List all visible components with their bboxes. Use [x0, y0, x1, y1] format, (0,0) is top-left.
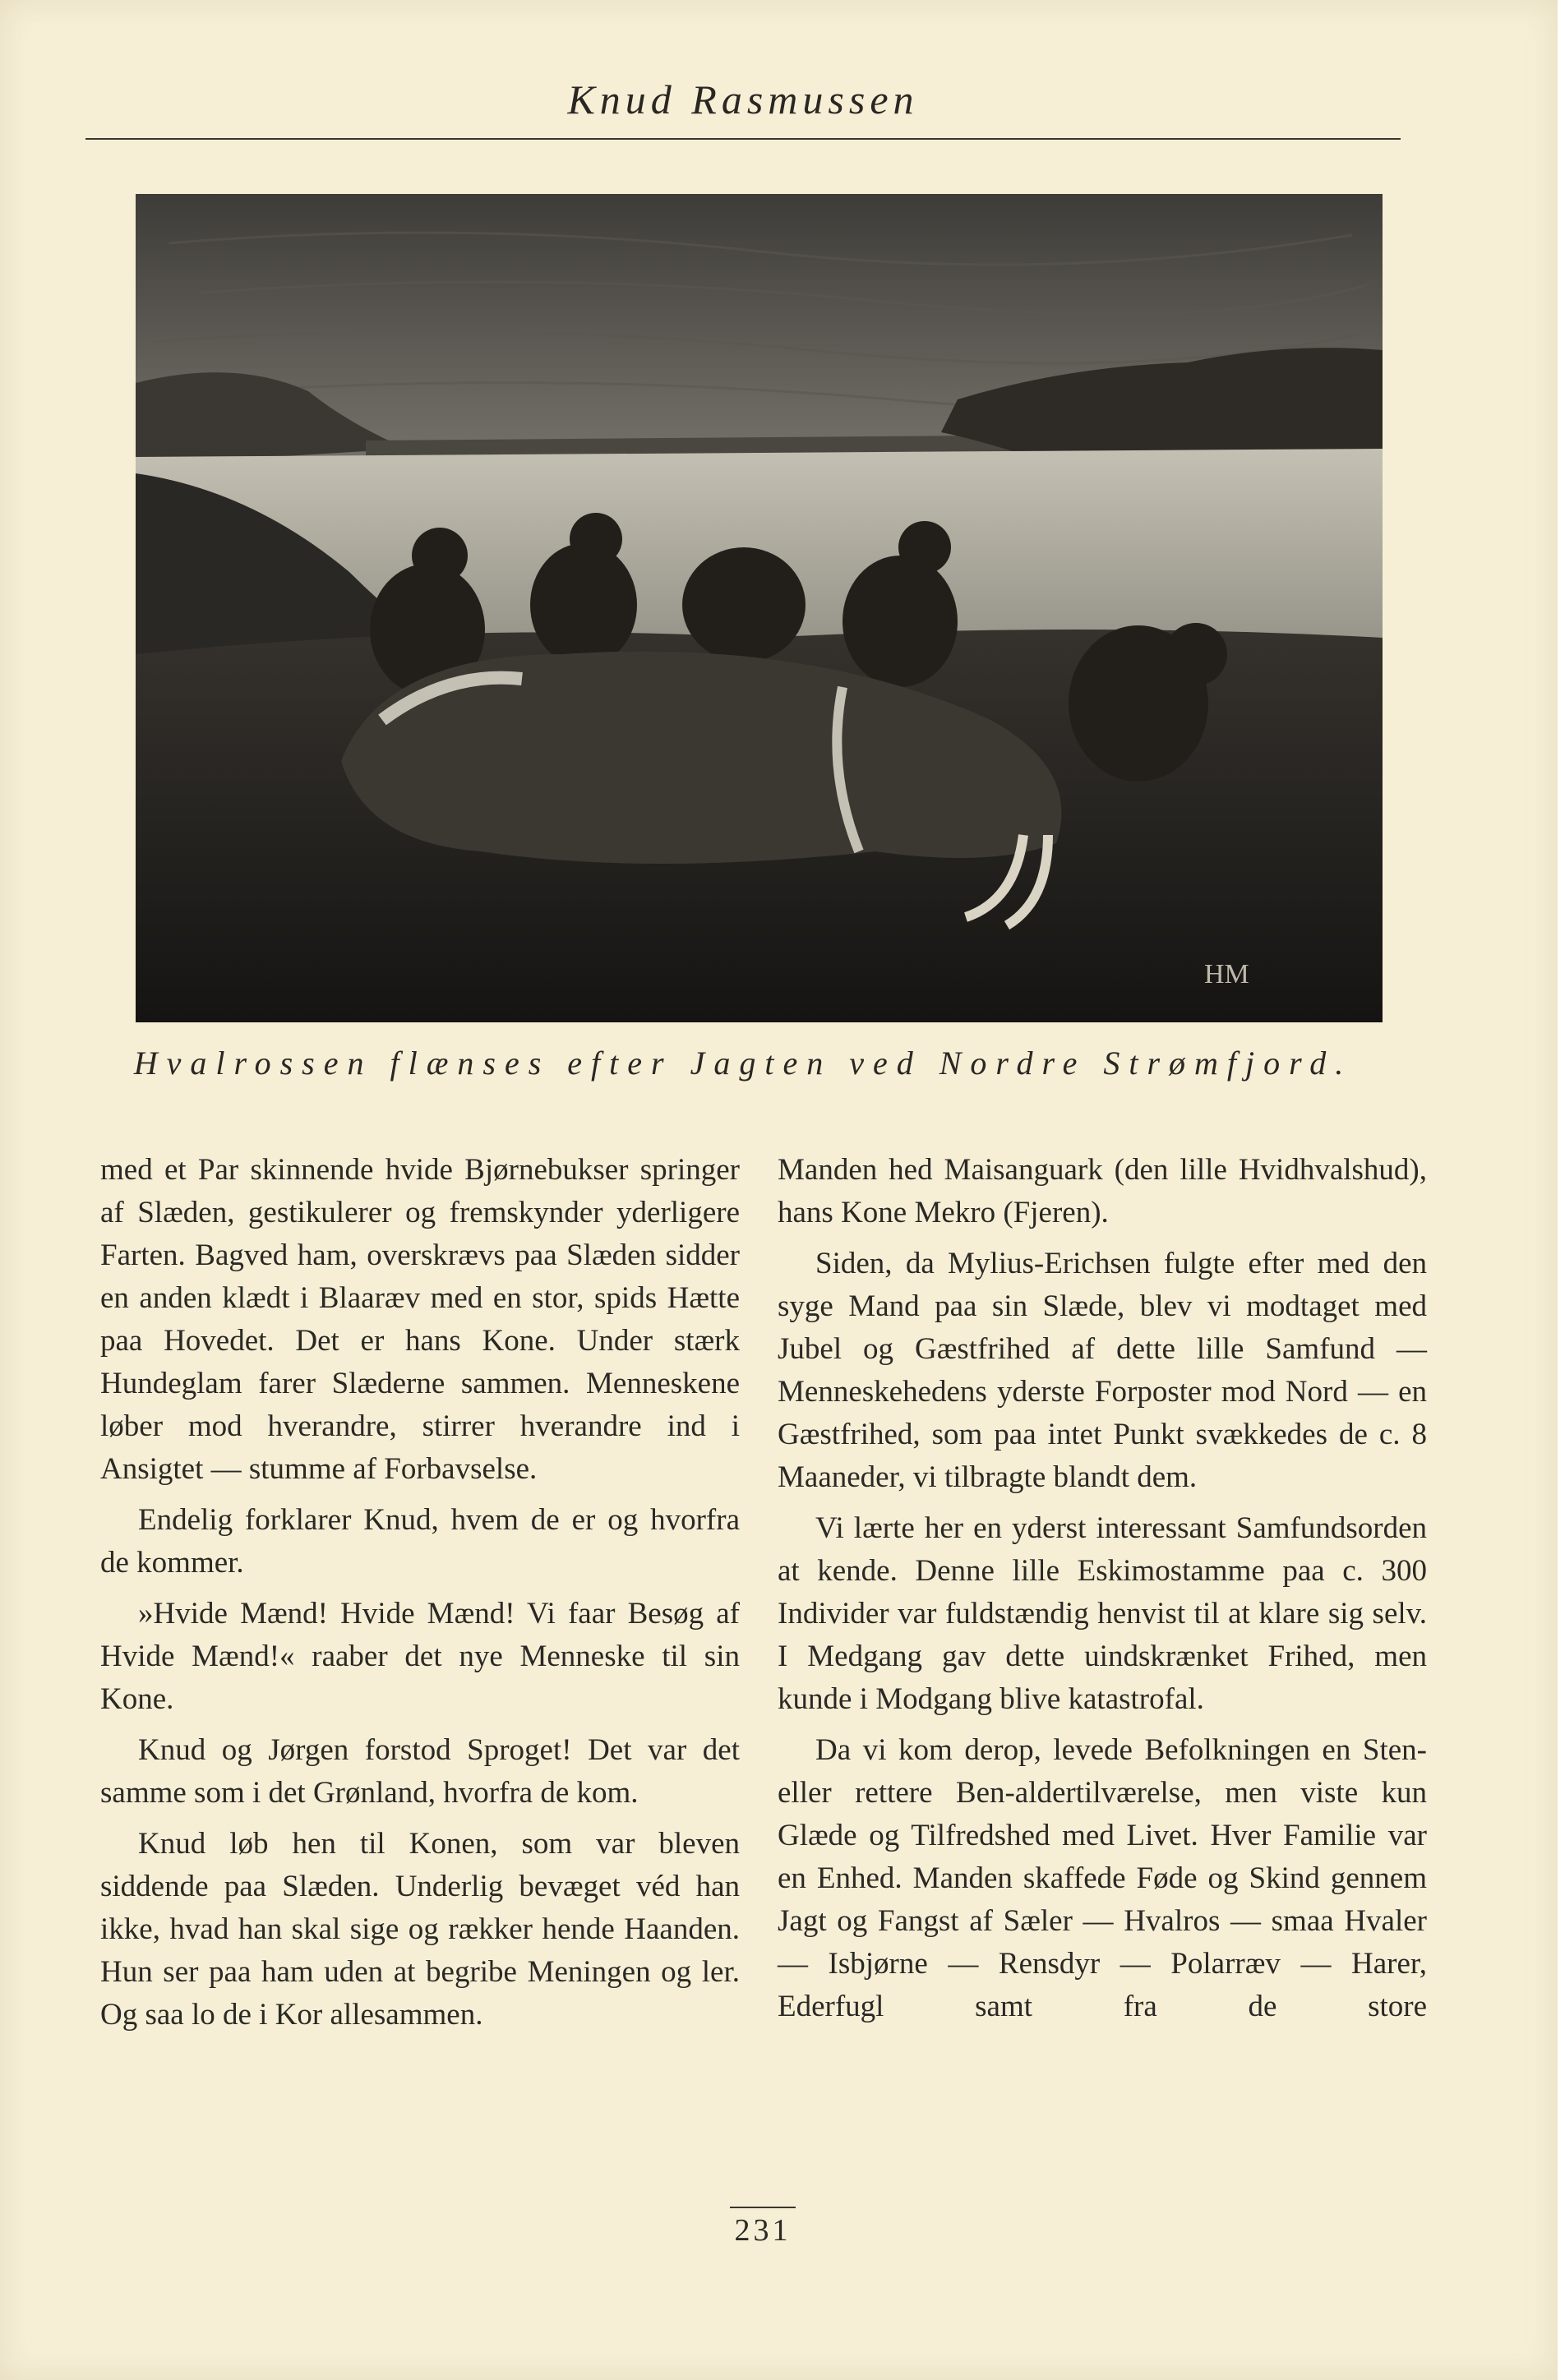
paragraph: Knud løb hen til Konen, som var bleven siddende paa Slæden. Underlig bevæget véd han ikke, hvad han skal sige og rækker hende Haanden. Hun ser paa ham uden at begribe Meningen og ler. Og saa lo de i Kor allesammen.: [100, 1827, 740, 2032]
right-column: [778, 1149, 1427, 2036]
left-column: [100, 1149, 740, 2045]
paragraph: Knud og Jørgen forstod Sproget! Det var det samme som i det Grønland, hvorfra de kom.: [100, 1733, 740, 1810]
illustration-drawing: [136, 194, 1383, 1022]
paragraph: Vi lærte her en yderst interessant Samfundsorden at kende. Denne lille Eskimostamme paa c. 300 Individer var fuldstændig henvist til at klare sig selv. I Medgang gav dette uindskrænket Frihed, men kunde i Modgang blive katastrofal.: [778, 1511, 1427, 1716]
header-rule: [85, 138, 1401, 140]
artist-monogram: HM: [1204, 959, 1249, 989]
paragraph: »Hvide Mænd! Hvide Mænd! Vi faar Besøg af Hvide Mænd!« raaber det nye Menneske til sin Kone.: [100, 1597, 740, 1716]
paragraph: Da vi kom derop, levede Befolkningen en Sten- eller rettere Ben-aldertilværelse, men viste kun Glæde og Tilfredshed med Livet. Hver Familie var en Enhed. Manden skaffede Føde og Skind gennem Jagt og Fangst af Sæler — Hvalros — smaa Hvaler — Isbjørne — Rensdyr — Polarræv — Harer, Ederfugl samt fra de store: [778, 1733, 1427, 2023]
paragraph: med et Par skinnende hvide Bjørnebukser springer af Slæden, gestikulerer og fremskynder yderligere Farten. Bagved ham, overskrævs paa Slæden sidder en anden klædt i Blaaræv med en stor, spids Hætte paa Hovedet. Det er hans Kone. Under stærk Hundeglam farer Slæderne sammen. Menneskene løber mod hverandre, stirrer hverandre ind i Ansigtet — stumme af Forbavselse.: [100, 1153, 740, 1486]
paragraph: Manden hed Maisanguark (den lille Hvidhvalshud), hans Kone Mekro (Fjeren).: [778, 1153, 1427, 1229]
figure-caption: Hvalrossen flænses efter Jagten ved Nordre Strømfjord.: [133, 1045, 1353, 1082]
walrus-flensing-illustration: [136, 194, 1383, 1022]
page-number: 231: [734, 2213, 792, 2248]
running-head: Knud Rasmussen: [567, 76, 919, 122]
paragraph: Endelig forklarer Knud, hvem de er og hvorfra de kommer.: [100, 1503, 740, 1580]
paragraph: Siden, da Mylius-Erichsen fulgte efter med den syge Mand paa sin Slæde, blev vi modtaget med Jubel og Gæstfrihed af dette lille Samfund — Menneskehedens yderste Forposter mod Nord — en Gæstfrihed, som paa intet Punkt svækkedes de c. 8 Maaneder, vi tilbragte blandt dem.: [778, 1247, 1427, 1494]
folio-rule: [730, 2207, 796, 2208]
